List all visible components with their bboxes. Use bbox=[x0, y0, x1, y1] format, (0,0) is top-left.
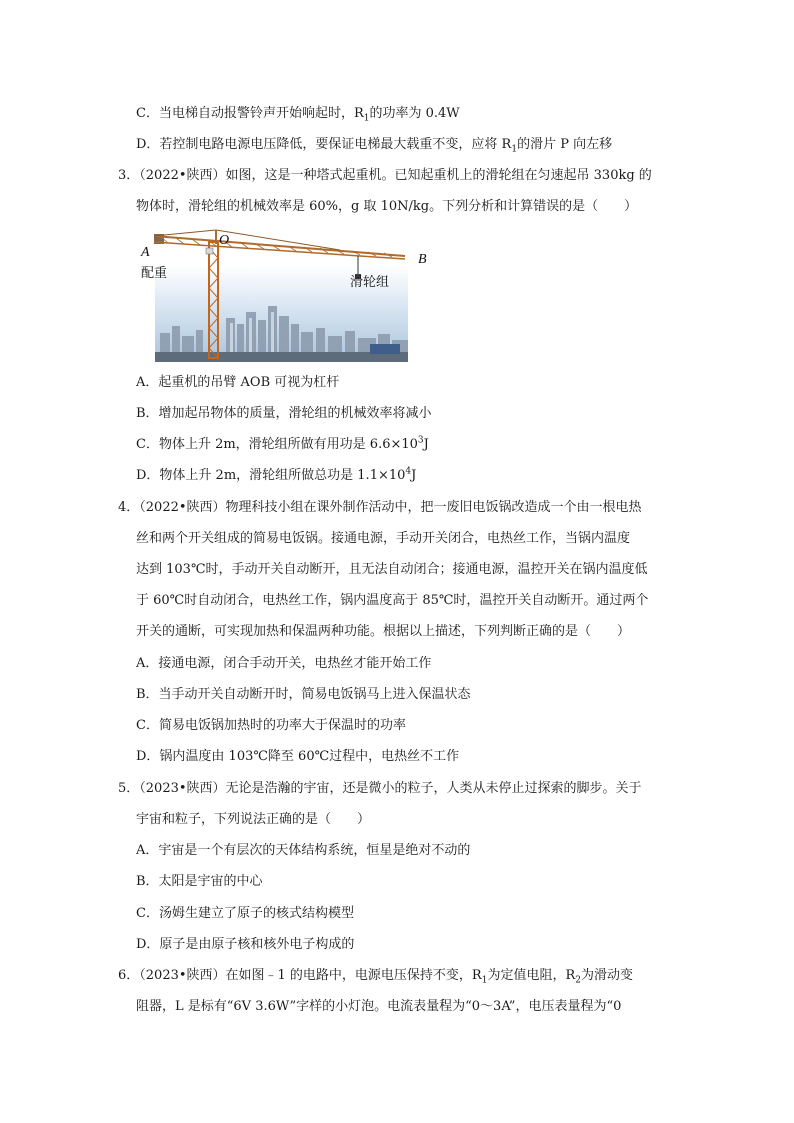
q5-option-a: A．宇宙是一个有层次的天体结构系统，恒星是绝对不动的 bbox=[136, 843, 471, 858]
q5-stem-line-2: 宇宙和粒子，下列说法正确的是（ ） bbox=[136, 812, 371, 827]
q2-option-c-text: C．当电梯自动报警铃声开始响起时，R bbox=[136, 106, 364, 121]
label-o: O bbox=[219, 233, 230, 248]
q4-stem-line-1: 4．（2022•陕西）物理科技小组在课外制作活动中，把一废旧电饭锅改造成一个由一根电热 bbox=[118, 500, 642, 515]
subscript: 2 bbox=[575, 975, 581, 986]
tower-crane-figure bbox=[140, 228, 427, 362]
q5-option-c: C．汤姆生建立了原子的核式结构模型 bbox=[136, 906, 354, 921]
label-b: B bbox=[418, 252, 427, 267]
label-a: A bbox=[141, 245, 150, 260]
q6-stem-line-1 bbox=[118, 966, 633, 986]
q2-option-c-text-end: 的功率为 0.4W bbox=[369, 106, 460, 121]
q6-text-c: 为滑动变 bbox=[580, 968, 633, 983]
q4-option-d: D．锅内温度由 103℃降至 60℃过程中，电热丝不工作 bbox=[136, 749, 460, 764]
q4-option-b: B．当手动开关自动断开时，简易电饭锅马上进入保温状态 bbox=[136, 687, 471, 702]
subscript: 1 bbox=[363, 113, 370, 124]
label-counterweight: 配重 bbox=[141, 265, 168, 280]
superscript: 4 bbox=[405, 466, 412, 477]
label-pulley-block: 滑轮组 bbox=[350, 274, 390, 289]
q4-option-a: A．接通电源，闭合手动开关，电热丝才能开始工作 bbox=[136, 656, 432, 671]
q5-option-b: B．太阳是宇宙的中心 bbox=[136, 874, 263, 889]
q2-option-c bbox=[136, 104, 460, 124]
q4-stem-line-2: 丝和两个开关组成的简易电饭锅。接通电源，手动开关闭合，电热丝工作，当锅内温度 bbox=[136, 531, 631, 546]
subscript: 1 bbox=[511, 144, 518, 155]
q3-option-c-text: C．物体上升 2m，滑轮组所做有用功是 6.6×10 bbox=[136, 437, 418, 452]
q2-option-d-text-end: 的滑片 P 向左移 bbox=[517, 137, 613, 152]
q3-option-a: A．起重机的吊臂 AOB 可视为杠杆 bbox=[136, 375, 340, 390]
q6-stem-line-2: 阻器，L 是标有“6V 3.6W”字样的小灯泡。电流表量程为“0～3A”，电压表量程为“0 bbox=[136, 999, 622, 1014]
q3-option-d-text: D．物体上升 2m，滑轮组所做总功是 1.1×10 bbox=[136, 468, 406, 483]
q2-option-d bbox=[136, 135, 612, 155]
q4-stem-line-4: 于 60℃时自动闭合，电热丝工作，锅内温度高于 85℃时，温控开关自动断开。通过两个 bbox=[136, 593, 649, 608]
q2-option-d-text: D．若控制电路电源电压降低，要保证电梯最大载重不变，应将 R bbox=[136, 137, 512, 152]
q5-option-d: D．原子是由原子核和核外电子构成的 bbox=[136, 937, 355, 952]
q6-text-a: 6．（2023•陕西）在如图﹣1 的电路中，电源电压保持不变，R bbox=[118, 968, 482, 983]
q4-option-c: C．简易电饭锅加热时的功率大于保温时的功率 bbox=[136, 718, 406, 733]
q3-stem-line-2: 物体时，滑轮组的机械效率是 60%，g 取 10N/kg。下列分析和计算错误的是（ ） bbox=[136, 199, 638, 214]
q5-stem-line-1: 5．（2023•陕西）无论是浩瀚的宇宙，还是微小的粒子，人类从未停止过探索的脚步。关于 bbox=[118, 781, 642, 796]
q3-option-c-unit: J bbox=[423, 437, 429, 452]
q6-text-b: 为定值电阻，R bbox=[487, 968, 576, 983]
q3-option-d bbox=[136, 466, 416, 486]
q3-stem-line-1: 3．（2022•陕西）如图，这是一种塔式起重机。已知起重机上的滑轮组在匀速起吊 330kg 的 bbox=[118, 168, 652, 183]
tower-crane-photo bbox=[140, 228, 410, 362]
q3-option-d-unit: J bbox=[411, 468, 417, 483]
q4-stem-line-5: 开关的通断，可实现加热和保温两种功能。根据以上描述，下列判断正确的是（ ） bbox=[136, 624, 631, 639]
q3-option-c bbox=[136, 435, 429, 455]
q4-stem-line-3: 达到 103℃时，手动开关自动断开，且无法自动闭合；接通电源，温控开关在锅内温度低 bbox=[136, 562, 648, 577]
superscript: 3 bbox=[417, 435, 424, 446]
q3-option-b: B．增加起吊物体的质量，滑轮组的机械效率将减小 bbox=[136, 406, 432, 421]
subscript: 1 bbox=[481, 975, 488, 986]
